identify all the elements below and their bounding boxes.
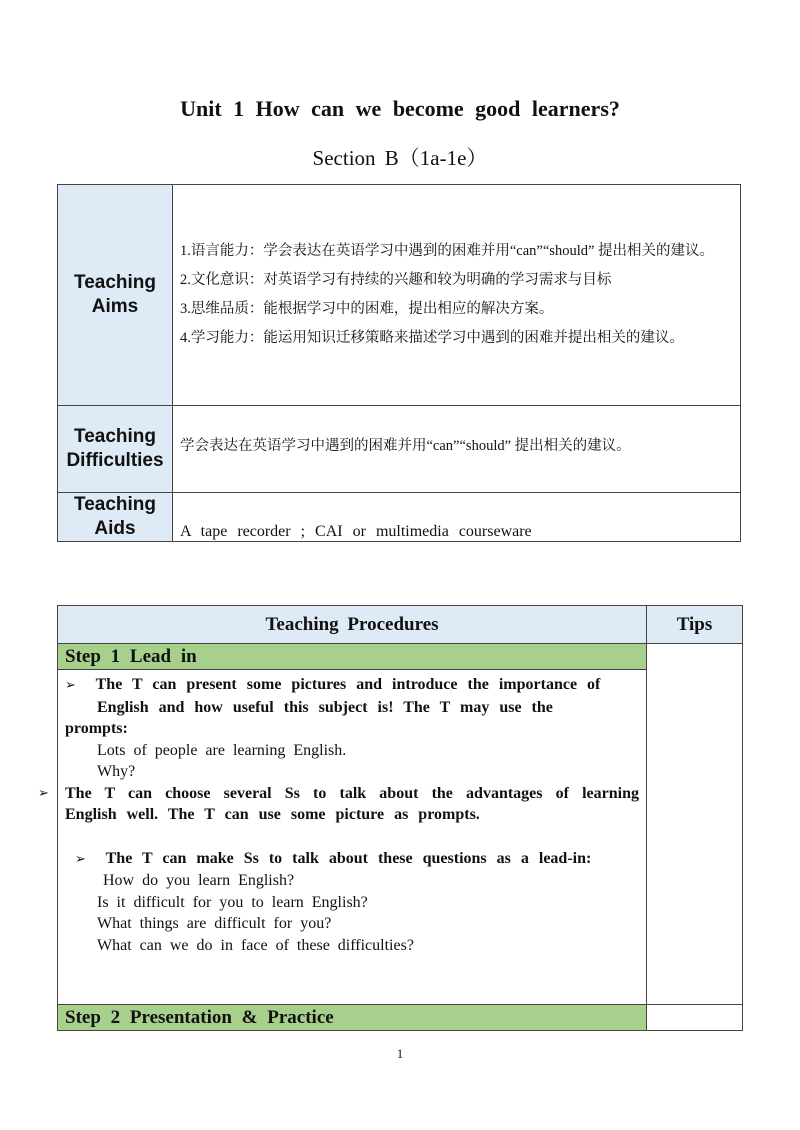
document-title: Unit 1 How can we become good learners? (180, 96, 620, 121)
step2-tips-cell (647, 1005, 743, 1031)
aim-item-1: 1.语言能力：学会表达在英语学习中遇到的困难并用“can”“should” 提出相关的建议。 (180, 243, 715, 259)
step1-body-row (58, 670, 743, 1005)
bullet1 (65, 674, 639, 697)
lesson-info-table (57, 184, 741, 542)
bullet1-line2: English and how useful this subject is! The T may use the (97, 698, 553, 716)
difficulties-content: 学会表达在英语学习中遇到的困难并用“can”“should” 提出相关的建议。 (173, 406, 741, 493)
step2-title-row (58, 1005, 743, 1031)
page-number: 1 (396, 1046, 404, 1061)
bullet1-line1: The T can present some pictures and introduce the importance of (95, 676, 601, 693)
document-subtitle: Section B（1a-1e） (312, 146, 488, 170)
aims-header-line2: Aims (91, 296, 139, 317)
arrow-icon: ➢ (65, 678, 76, 693)
step1-body (38, 670, 647, 1005)
tips-header: Tips (647, 606, 743, 644)
difficulties-row (58, 406, 741, 493)
aim-item-4: 4.学习能力：能运用知识迁移策略来描述学习中遇到的困难并提出相关的建议。 (180, 330, 684, 346)
step1-title-row (58, 644, 743, 670)
question-4: What can we do in face of these difficulties? (97, 936, 414, 954)
arrow-icon: ➢ (38, 785, 49, 801)
step1-title: Step 1 Lead in (58, 644, 647, 670)
aims-row (58, 185, 741, 406)
question-2: Is it difficult for you to learn English? (97, 893, 368, 911)
difficulties-header-line1: Teaching (74, 426, 156, 447)
aims-content (173, 185, 741, 406)
procedures-header: Teaching Procedures (58, 606, 647, 644)
procedures-header-row (58, 606, 743, 644)
aids-row (58, 493, 741, 542)
bullet1-line3: prompts: (65, 720, 128, 737)
bullet3 (65, 848, 639, 871)
question-3: What things are difficult for you? (97, 915, 332, 932)
arrow-icon: ➢ (75, 851, 86, 867)
procedures-table (38, 605, 743, 1031)
aids-header-line2: Aids (94, 518, 136, 539)
prompt-1: Lots of people are learning English. (97, 741, 347, 759)
aims-header (58, 185, 173, 406)
spacer (65, 826, 639, 848)
aim-item-3: 3.思维品质：能根据学习中的困难，提出相应的解决方案。 (180, 301, 554, 317)
difficulties-header (58, 406, 173, 493)
aids-content: A tape recorder ; CAI or multimedia courseware (173, 493, 741, 542)
aids-header (58, 493, 173, 542)
aids-header-line1: Teaching (74, 494, 156, 515)
question-1: How do you learn English? (103, 872, 295, 889)
bullet2 (38, 783, 639, 826)
step1-tips-cell (647, 644, 743, 1005)
prompt-2: Why? (97, 763, 136, 780)
difficulties-header-line2: Difficulties (66, 450, 164, 471)
bullet2-text: The T can choose several Ss to talk about the advantages of learning English well. The T can use some picture as prompts. (65, 784, 639, 823)
aim-item-2: 2.文化意识：对英语学习有持续的兴趣和较为明确的学习需求与目标 (180, 272, 612, 288)
step2-title: Step 2 Presentation & Practice (58, 1005, 647, 1031)
aims-header-line1: Teaching (74, 272, 156, 293)
bullet3-text: The T can make Ss to talk about these questions as a lead-in: (105, 849, 592, 867)
